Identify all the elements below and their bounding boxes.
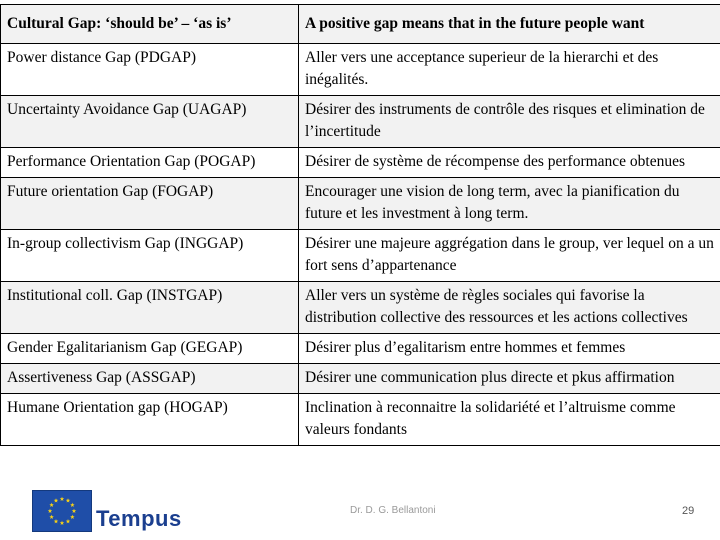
table-row xyxy=(1,334,720,364)
header-cultural-gap: Cultural Gap: ‘should be’ – ‘as is’ xyxy=(1,5,299,44)
gap-name-cell: Assertiveness Gap (ASSGAP) xyxy=(1,364,299,394)
eu-star xyxy=(54,498,59,502)
eu-star xyxy=(48,509,53,513)
gap-name-cell: Performance Orientation Gap (POGAP) xyxy=(1,148,299,178)
header-positive-gap: A positive gap means that in the future people want xyxy=(299,5,720,44)
table-row xyxy=(1,44,720,96)
table-row xyxy=(1,394,720,446)
table-row xyxy=(1,282,720,334)
gap-name-cell: Institutional coll. Gap (INSTGAP) xyxy=(1,282,299,334)
table-row xyxy=(1,96,720,148)
cultural-gap-table xyxy=(0,4,720,446)
gap-meaning-cell: Désirer une majeure aggrégation dans le group, ver lequel on a un fort sens d’appartenance xyxy=(299,230,720,282)
eu-stars-icon xyxy=(33,491,91,531)
gap-meaning-cell: Encourager une vision de long term, avec la pianification du future et les investment à long term. xyxy=(299,178,720,230)
gap-meaning-cell: Désirer de système de récompense des performance obtenues xyxy=(299,148,720,178)
eu-star xyxy=(72,509,77,513)
gap-meaning-cell: Désirer plus d’egalitarism entre hommes et femmes xyxy=(299,334,720,364)
table-row xyxy=(1,230,720,282)
eu-star xyxy=(60,521,65,525)
tempus-logo-text: Tempus xyxy=(96,506,182,531)
eu-star xyxy=(49,503,54,507)
table-row xyxy=(1,148,720,178)
eu-star xyxy=(70,503,75,507)
gap-meaning-cell: Aller vers un système de règles sociales qui favorise la distribution collective des ressources et les actions collectives xyxy=(299,282,720,334)
gap-meaning-cell: Inclination à reconnaitre la solidariété et l’altruisme comme valeurs fondants xyxy=(299,394,720,446)
eu-star xyxy=(54,519,59,523)
table-row xyxy=(1,364,720,394)
table-row xyxy=(1,178,720,230)
eu-star xyxy=(60,497,65,501)
eu-star xyxy=(66,519,71,523)
eu-flag-icon xyxy=(32,490,92,532)
gap-meaning-cell: Aller vers une acceptance superieur de la hierarchi et des inégalités. xyxy=(299,44,720,96)
gap-meaning-cell: Désirer une communication plus directe et pkus affirmation xyxy=(299,364,720,394)
page-number: 29 xyxy=(682,505,695,517)
eu-star xyxy=(70,515,75,519)
gap-name-cell: Future orientation Gap (FOGAP) xyxy=(1,178,299,230)
eu-star xyxy=(49,515,54,519)
footer-text: Dr. D. G. Bellantoni xyxy=(350,505,436,516)
gap-name-cell: In-group collectivism Gap (INGGAP) xyxy=(1,230,299,282)
eu-star xyxy=(66,498,71,502)
gap-name-cell: Power distance Gap (PDGAP) xyxy=(1,44,299,96)
gap-name-cell: Humane Orientation gap (HOGAP) xyxy=(1,394,299,446)
gap-name-cell: Gender Egalitarianism Gap (GEGAP) xyxy=(1,334,299,364)
table-body xyxy=(1,44,720,446)
gap-name-cell: Uncertainty Avoidance Gap (UAGAP) xyxy=(1,96,299,148)
gap-meaning-cell: Désirer des instruments de contrôle des risques et elimination de l’incertitude xyxy=(299,96,720,148)
table-header-row xyxy=(1,5,720,44)
tempus-logo xyxy=(22,488,192,536)
